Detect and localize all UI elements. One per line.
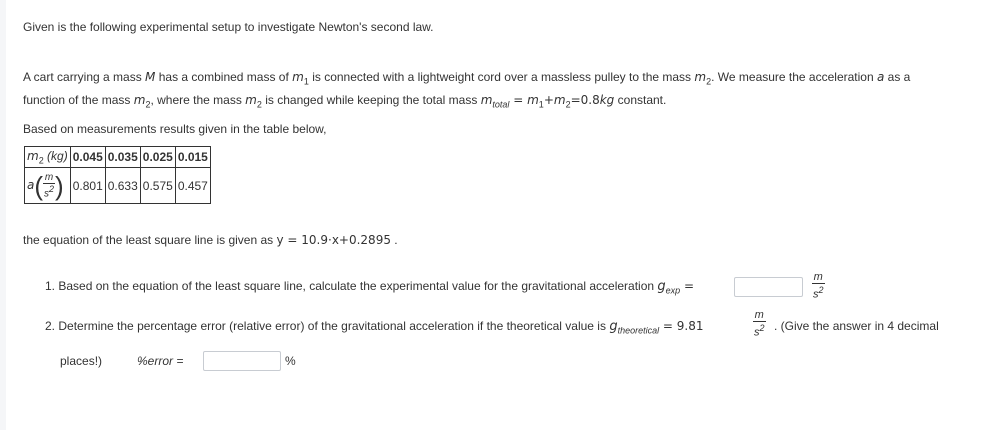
g-exp-input[interactable] <box>734 277 803 297</box>
question-1-text: 1. Based on the equation of the least square line, calculate the experimental value for the gravitational acceleration $g_{exp}$ = <box>45 279 695 296</box>
percent-error-input[interactable] <box>203 351 281 371</box>
row-label-m2: $m_2$ (kg) <box>25 147 71 168</box>
setup-line-1: A cart carrying a mass M has a combined mass of $m_1$ is connected with a lightweight cord over a massless pulley to the mass $m_2$. We measure the acceleration a as a <box>23 70 911 87</box>
row-label-a: a( $\frac{m}{s^2}$ ) <box>25 168 71 204</box>
question-2-note: . (Give the answer in 4 decimal <box>774 319 939 333</box>
question-2-text: 2. Determine the percentage error (relative error) of the gravitational acceleration if the theoretical value is $g_{theoretical} = 9.81$ <box>45 319 704 336</box>
measurement-table <box>24 146 211 204</box>
table-cell: 0.575 <box>140 168 175 204</box>
setup-line-2: function of the mass $m_2$, where the mass $m_2$ is changed while keeping the total mass $m_{total} = m_1+m_2=0.8kg$ constant. <box>23 93 667 110</box>
table-row <box>25 147 211 168</box>
table-cell: 0.457 <box>175 168 210 204</box>
error-label: %error = <box>137 354 184 368</box>
q2-unit-fraction: $\frac{m}{s^2}$ <box>754 309 765 339</box>
q1-unit-fraction: $\frac{m}{s^2}$ <box>813 271 824 301</box>
table-cell: 0.801 <box>70 168 105 204</box>
table-cell: 0.025 <box>140 147 175 168</box>
table-row <box>25 168 211 204</box>
table-cell: 0.035 <box>105 147 140 168</box>
question-card <box>6 0 992 430</box>
table-cell: 0.015 <box>175 147 210 168</box>
based-on-text: Based on measurements results given in the table below, <box>23 122 327 136</box>
percent-sign: % <box>285 354 296 368</box>
table-cell: 0.633 <box>105 168 140 204</box>
table-cell: 0.045 <box>70 147 105 168</box>
unit-fraction: $\frac{m}{s^2}$ <box>44 171 55 200</box>
intro-text: Given is the following experimental setup to investigate Newton's second law. <box>23 20 434 34</box>
least-square-text: the equation of the least square line is given as y = 10.9·x+0.2895 . <box>23 233 398 247</box>
question-2-note-cont: places!) <box>60 354 103 368</box>
